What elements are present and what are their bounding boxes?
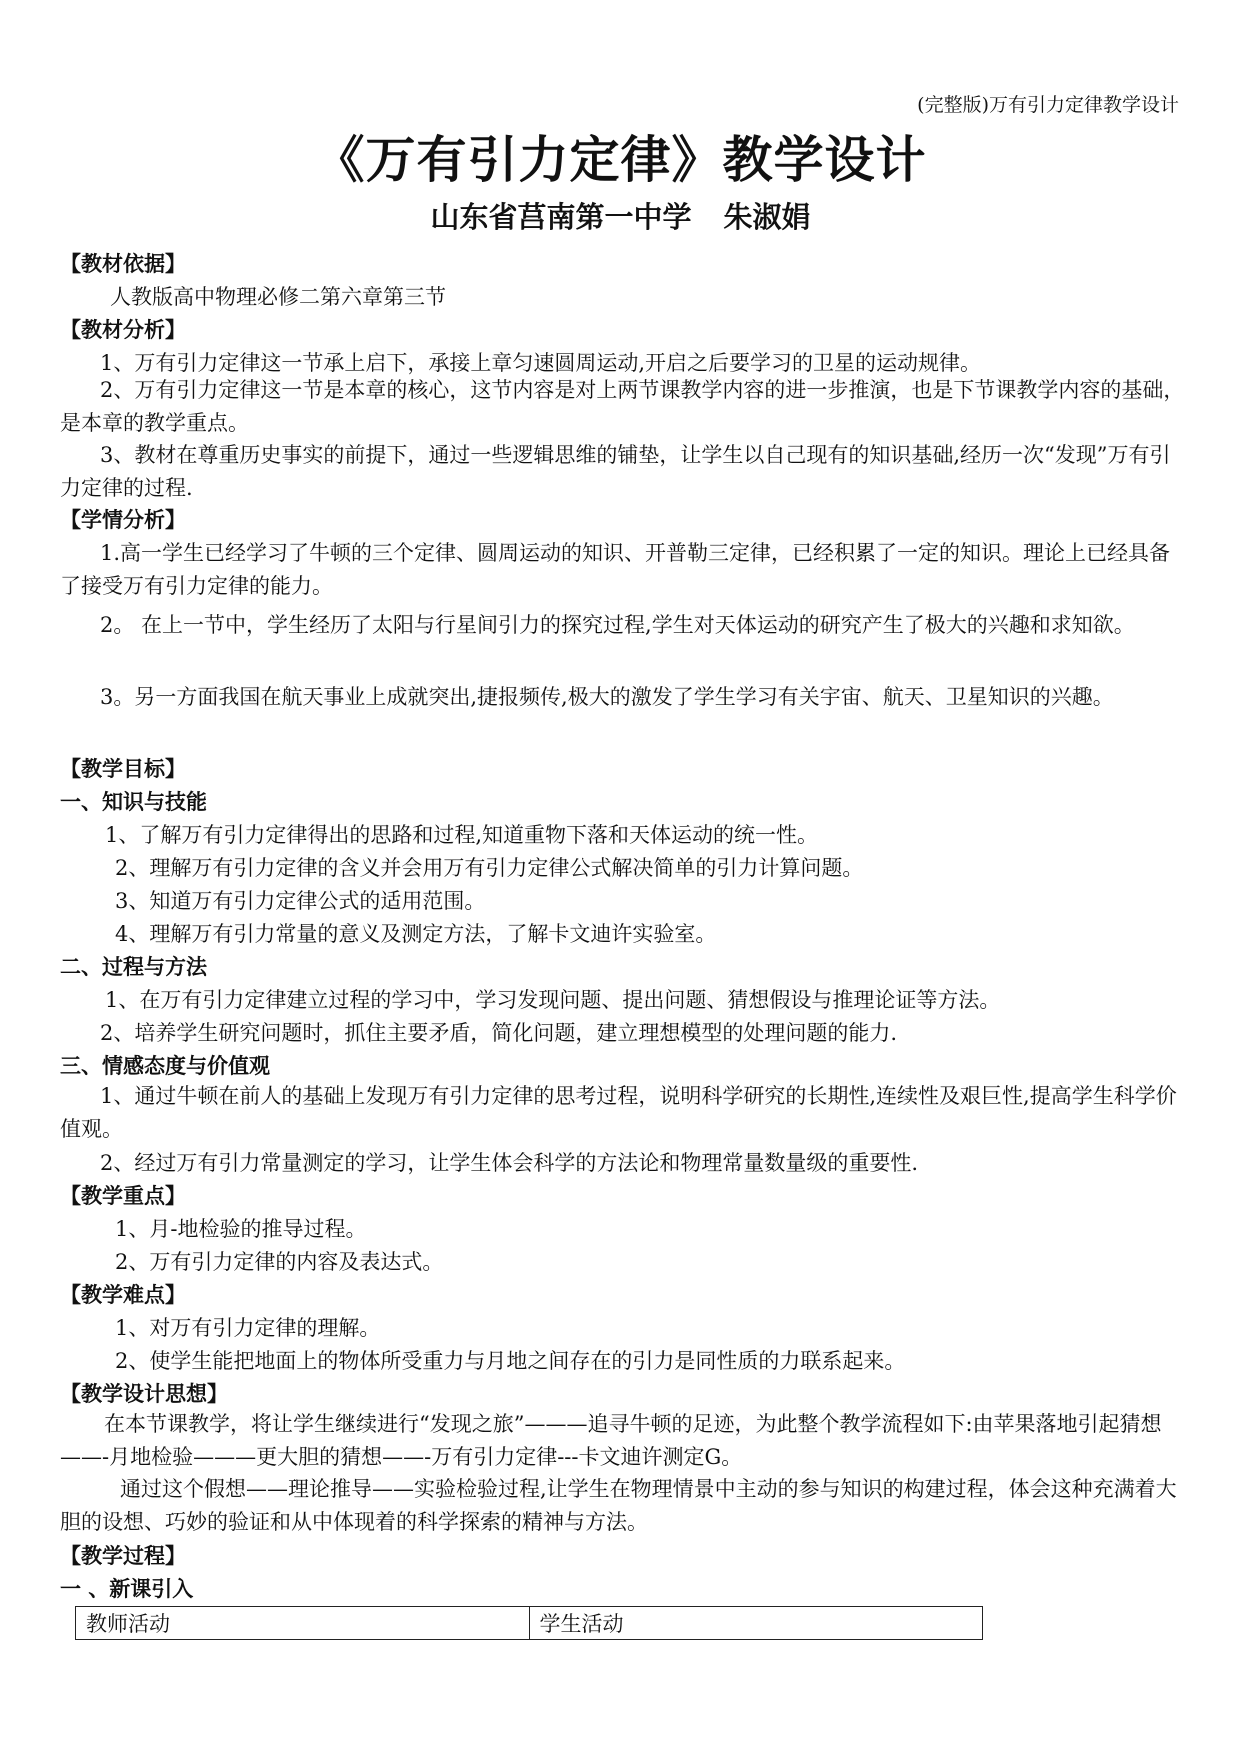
difficult-item: 1、对万有引力定律的理解。 [115, 1316, 381, 1340]
key-item: 2、万有引力定律的内容及表达式。 [115, 1250, 444, 1274]
section-heading-basis: 【教材依据】 [60, 251, 186, 276]
section-heading-students: 【学情分析】 [60, 507, 186, 532]
goals-subheading-process: 二、过程与方法 [60, 954, 207, 979]
goal-item: 1、通过牛顿在前人的基础上发现万有引力定律的思考过程，说明科学研究的长期性,连续性及艰巨性,提高学生科学价值观。 [60, 1084, 1177, 1141]
difficult-item: 2、使学生能把地面上的物体所受重力与月地之间存在的引力是同性质的力联系起来。 [115, 1349, 906, 1373]
students-item: 1.高一学生已经学习了牛顿的三个定律、圆周运动的知识、开普勒三定律，已经积累了一定的知识。理论上已经具备了接受万有引力定律的能力。 [60, 541, 1171, 598]
analysis-item: 3、教材在尊重历史事实的前提下，通过一些逻辑思维的铺垫，让学生以自己现有的知识基础,经历一次“发现”万有引力定律的过程. [60, 443, 1171, 500]
goals-subheading-knowledge: 一、知识与技能 [60, 789, 207, 814]
table-row [76, 1607, 983, 1640]
goal-item: 1、了解万有引力定律得出的思路和过程,知道重物下落和天体运动的统一性。 [105, 823, 819, 847]
section-heading-design: 【教学设计思想】 [60, 1381, 228, 1406]
goal-item: 3、知道万有引力定律公式的适用范围。 [115, 889, 486, 913]
key-item: 1、月-地检验的推导过程。 [115, 1217, 367, 1241]
basis-text: 人教版高中物理必修二第六章第三节 [110, 285, 446, 309]
goal-item: 2、培养学生研究问题时，抓住主要矛盾，简化问题，建立理想模型的处理问题的能力. [100, 1021, 898, 1045]
goal-item: 4、理解万有引力常量的意义及测定方法，了解卡文迪许实验室。 [115, 922, 717, 946]
section-heading-difficult: 【教学难点】 [60, 1282, 186, 1307]
running-header: (完整版)万有引力定律教学设计 [917, 94, 1179, 116]
goal-item: 2、经过万有引力常量测定的学习，让学生体会科学的方法论和物理常量数量级的重要性. [100, 1151, 919, 1175]
section-heading-analysis: 【教材分析】 [60, 317, 186, 342]
students-item: 2。 在上一节中，学生经历了太阳与行星间引力的探究过程,学生对天体运动的研究产生了极大的兴趣和求知欲。 [100, 613, 1135, 637]
section-heading-key: 【教学重点】 [60, 1183, 186, 1208]
student-activity-header: 学生活动 [529, 1607, 983, 1640]
section-heading-goals: 【教学目标】 [60, 756, 186, 781]
analysis-item: 2、万有引力定律这一节是本章的核心，这节内容是对上两节课教学内容的进一步推演，也是下节课教学内容的基础，是本章的教学重点。 [60, 378, 1185, 435]
activity-table [75, 1606, 983, 1640]
teacher-activity-header: 教师活动 [76, 1607, 530, 1640]
document-title: 《万有引力定律》教学设计 [314, 130, 927, 189]
analysis-item: 1、万有引力定律这一节承上启下，承接上章匀速圆周运动,开启之后要学习的卫星的运动规律。 [100, 351, 982, 375]
goal-item: 2、理解万有引力定律的含义并会用万有引力定律公式解决简单的引力计算问题。 [115, 856, 864, 880]
design-paragraph: 在本节课教学，将让学生继续进行“发现之旅”———追寻牛顿的足迹，为此整个教学流程如下:由苹果落地引起猜想——-月地检验———更大胆的猜想——-万有引力定律---卡文迪许测定G。 [60, 1412, 1162, 1469]
section-heading-procedure: 【教学过程】 [60, 1543, 186, 1568]
document-subtitle [0, 195, 1241, 236]
goals-subheading-values: 三、情感态度与价值观 [60, 1053, 270, 1078]
goal-item: 1、在万有引力定律建立过程的学习中，学习发现问题、提出问题、猜想假设与推理论证等方法。 [105, 988, 1001, 1012]
procedure-subheading: 一 、新课引入 [60, 1576, 194, 1601]
design-paragraph: 通过这个假想——理论推导——实验检验过程,让学生在物理情景中主动的参与知识的构建过程，体会这种充满着大胆的设想、巧妙的验证和从中体现着的科学探索的精神与方法。 [60, 1477, 1177, 1534]
school-name: 山东省莒南第一中学 [430, 200, 692, 234]
students-item: 3。另一方面我国在航天事业上成就突出,捷报频传,极大的激发了学生学习有关宇宙、航天、卫星知识的兴趣。 [100, 685, 1114, 709]
author-name: 朱淑娟 [723, 200, 811, 234]
